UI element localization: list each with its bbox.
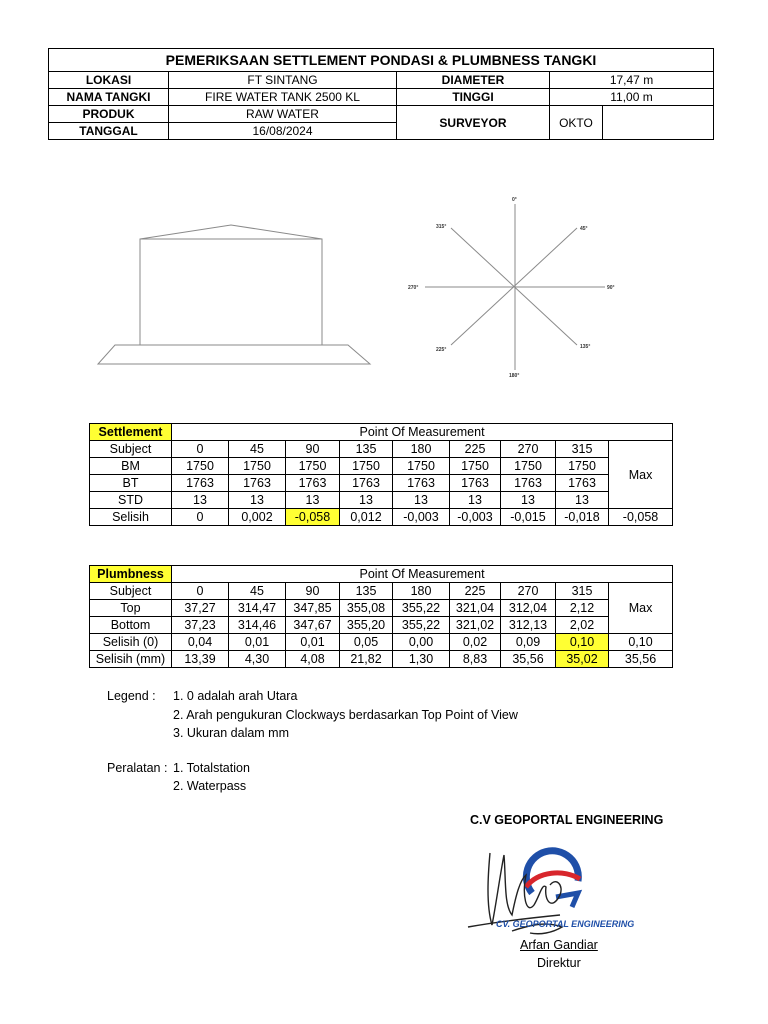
compass-label-45: 45° (580, 226, 588, 232)
plumbness-cell: 355,22 (393, 600, 450, 617)
plumbness-cell: 0,05 (340, 634, 393, 651)
plumbness-cell: 315 (556, 583, 609, 600)
compass-label-225: 225° (436, 347, 447, 353)
settlement-cell: 13 (340, 492, 393, 509)
settlement-cell: 1750 (393, 458, 450, 475)
compass-diagram (425, 204, 605, 370)
plumbness-row-subject (90, 583, 673, 600)
compass-label-180: 180° (509, 373, 520, 379)
plumbness-cell: 1,30 (393, 651, 450, 668)
settlement-cell: -0,003 (393, 509, 450, 526)
tanggal-label: TANGGAL (49, 123, 169, 140)
settlement-row-bt (90, 475, 673, 492)
plumbness-point-of-measurement: Point Of Measurement (172, 566, 673, 583)
plumbness-cell: 45 (229, 583, 286, 600)
plumbness-table (89, 565, 673, 668)
plumbness-cell: 21,82 (340, 651, 393, 668)
plumbness-max-value: 0,10 (609, 634, 673, 651)
settlement-cell: 1763 (393, 475, 450, 492)
legend-item-1: 1. 0 adalah arah Utara (173, 689, 298, 703)
tank-side-view-drawing (98, 225, 370, 364)
plumbness-cell: 225 (450, 583, 501, 600)
settlement-row-label: BM (90, 458, 172, 475)
company-stamp-and-signature (460, 835, 635, 945)
settlement-cell: 13 (172, 492, 229, 509)
settlement-cell: 1763 (229, 475, 286, 492)
settlement-max-value: -0,058 (609, 509, 673, 526)
peralatan-item-1: 1. Totalstation (173, 761, 250, 775)
plumbness-cell: 355,20 (340, 617, 393, 634)
settlement-cell: -0,003 (450, 509, 501, 526)
plumbness-cell: 13,39 (172, 651, 229, 668)
plumbness-cell: 4,30 (229, 651, 286, 668)
plumbness-row-selisih-mm (90, 651, 673, 668)
settlement-cell: 1750 (450, 458, 501, 475)
settlement-cell: 0,002 (229, 509, 286, 526)
settlement-cell: 1763 (450, 475, 501, 492)
plumbness-cell: 135 (340, 583, 393, 600)
diameter-label: DIAMETER (397, 72, 550, 89)
plumbness-row-top (90, 600, 673, 617)
settlement-row-label: Subject (90, 441, 172, 458)
plumbness-max-value: 35,56 (609, 651, 673, 668)
plumbness-cell: 0,10 (556, 634, 609, 651)
surveyor-value: OKTO (550, 106, 603, 140)
plumbness-cell: 321,04 (450, 600, 501, 617)
settlement-cell: 1750 (556, 458, 609, 475)
plumbness-cell: 37,27 (172, 600, 229, 617)
plumbness-row-bottom (90, 617, 673, 634)
tinggi-value: 11,00 m (550, 89, 714, 106)
plumbness-cell: 4,08 (286, 651, 340, 668)
plumbness-cell: 312,13 (501, 617, 556, 634)
settlement-row-bm (90, 458, 673, 475)
plumbness-cell: 0 (172, 583, 229, 600)
plumbness-cell: 35,56 (501, 651, 556, 668)
plumbness-row-selisih-0 (90, 634, 673, 651)
produk-label: PRODUK (49, 106, 169, 123)
plumbness-cell: 347,67 (286, 617, 340, 634)
settlement-cell: -0,018 (556, 509, 609, 526)
produk-value: RAW WATER (169, 106, 397, 123)
settlement-cell: 13 (501, 492, 556, 509)
company-name: C.V GEOPORTAL ENGINEERING (470, 813, 664, 827)
header-table (48, 48, 714, 140)
settlement-cell: 0 (172, 441, 229, 458)
lokasi-label: LOKASI (49, 72, 169, 89)
compass-label-315: 315° (436, 224, 447, 230)
plumbness-row-label: Subject (90, 583, 172, 600)
settlement-cell: 1763 (172, 475, 229, 492)
nama-tangki-value: FIRE WATER TANK 2500 KL (169, 89, 397, 106)
signer-position: Direktur (537, 956, 581, 970)
settlement-cell: 135 (340, 441, 393, 458)
compass-label-270: 270° (408, 285, 419, 291)
settlement-row-selisih (90, 509, 673, 526)
settlement-cell: -0,015 (501, 509, 556, 526)
settlement-cell: 1750 (501, 458, 556, 475)
plumbness-cell: 0,00 (393, 634, 450, 651)
signer-name: Arfan Gandiar (520, 938, 598, 952)
plumbness-cell: 37,23 (172, 617, 229, 634)
settlement-cell: 270 (501, 441, 556, 458)
plumbness-row-label: Bottom (90, 617, 172, 634)
plumbness-cell: 0,01 (286, 634, 340, 651)
tanggal-value: 16/08/2024 (169, 123, 397, 140)
peralatan-label: Peralatan : (107, 761, 168, 775)
settlement-row-label: STD (90, 492, 172, 509)
settlement-cell: 13 (393, 492, 450, 509)
plumbness-title: Plumbness (90, 566, 172, 583)
settlement-row-subject (90, 441, 673, 458)
settlement-cell: 0,012 (340, 509, 393, 526)
stamp-text: CV. GEOPORTAL ENGINEERING (496, 919, 635, 929)
settlement-cell: 1750 (286, 458, 340, 475)
compass-label-135: 135° (580, 344, 591, 350)
plumbness-cell: 355,08 (340, 600, 393, 617)
legend-item-2: 2. Arah pengukuran Clockways berdasarkan Top Point of View (173, 708, 518, 722)
settlement-cell: 0 (172, 509, 229, 526)
settlement-cell: 1763 (501, 475, 556, 492)
settlement-cell: 13 (229, 492, 286, 509)
plumbness-cell: 314,46 (229, 617, 286, 634)
plumbness-cell: 0,02 (450, 634, 501, 651)
plumbness-cell: 355,22 (393, 617, 450, 634)
settlement-row-label: Selisih (90, 509, 172, 526)
settlement-cell: 45 (229, 441, 286, 458)
plumbness-cell: 2,02 (556, 617, 609, 634)
settlement-cell: 1763 (556, 475, 609, 492)
plumbness-row-label: Top (90, 600, 172, 617)
plumbness-cell: 90 (286, 583, 340, 600)
settlement-cell: 13 (556, 492, 609, 509)
plumbness-cell: 314,47 (229, 600, 286, 617)
settlement-point-of-measurement: Point Of Measurement (172, 424, 673, 441)
settlement-cell: 1750 (172, 458, 229, 475)
legend-label: Legend : (107, 689, 156, 703)
plumbness-row-label: Selisih (mm) (90, 651, 172, 668)
settlement-cell: 13 (450, 492, 501, 509)
compass-label-90: 90° (607, 285, 615, 291)
plumbness-cell: 2,12 (556, 600, 609, 617)
plumbness-cell: 0,09 (501, 634, 556, 651)
plumbness-cell: 0,01 (229, 634, 286, 651)
settlement-cell: 1750 (340, 458, 393, 475)
tank-and-compass-drawing (0, 150, 768, 390)
plumbness-cell: 347,85 (286, 600, 340, 617)
plumbness-cell: 35,02 (556, 651, 609, 668)
settlement-cell: 225 (450, 441, 501, 458)
plumbness-cell: 180 (393, 583, 450, 600)
plumbness-cell: 8,83 (450, 651, 501, 668)
settlement-cell: 90 (286, 441, 340, 458)
settlement-cell: 315 (556, 441, 609, 458)
legend-item-3: 3. Ukuran dalam mm (173, 726, 290, 740)
plumbness-cell: 0,04 (172, 634, 229, 651)
tinggi-label: TINGGI (397, 89, 550, 106)
peralatan-item-2: 2. Waterpass (173, 779, 247, 793)
settlement-row-std (90, 492, 673, 509)
plumbness-cell: 312,04 (501, 600, 556, 617)
compass-label-0: 0° (512, 197, 517, 203)
settlement-row-label: BT (90, 475, 172, 492)
settlement-cell: 13 (286, 492, 340, 509)
settlement-cell: 1763 (286, 475, 340, 492)
surveyor-label: SURVEYOR (397, 106, 550, 140)
settlement-cell: 1763 (340, 475, 393, 492)
diameter-value: 17,47 m (550, 72, 714, 89)
plumbness-max-label: Max (609, 583, 673, 634)
document-title: PEMERIKSAAN SETTLEMENT PONDASI & PLUMBNESS TANGKI (49, 49, 714, 72)
settlement-max-label: Max (609, 441, 673, 509)
plumbness-cell: 270 (501, 583, 556, 600)
surveyor-empty-cell (603, 106, 714, 140)
settlement-cell: 180 (393, 441, 450, 458)
settlement-table (89, 423, 673, 526)
lokasi-value: FT SINTANG (169, 72, 397, 89)
plumbness-row-label: Selisih (0) (90, 634, 172, 651)
settlement-cell: 1750 (229, 458, 286, 475)
company-logo (526, 851, 580, 907)
plumbness-cell: 321,02 (450, 617, 501, 634)
nama-tangki-label: NAMA TANGKI (49, 89, 169, 106)
settlement-cell: -0,058 (286, 509, 340, 526)
settlement-title: Settlement (90, 424, 172, 441)
